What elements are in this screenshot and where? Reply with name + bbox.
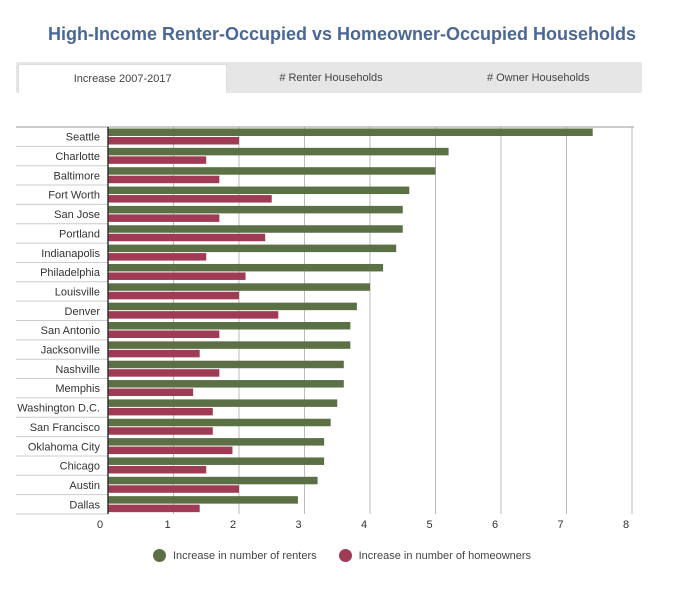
bar-renters (108, 399, 337, 407)
x-tick-label: 7 (557, 519, 564, 531)
bar-homeowners (108, 331, 219, 339)
x-tick-label: 5 (426, 519, 433, 531)
category-label: Oklahoma City (27, 441, 100, 454)
bar-renters (108, 303, 357, 311)
bar-homeowners (108, 408, 213, 416)
bar-homeowners (108, 156, 206, 164)
bar-homeowners (108, 272, 246, 280)
bar-homeowners (108, 137, 239, 145)
tab-renter-households[interactable]: # Renter Households (279, 71, 383, 84)
category-label: Memphis (55, 383, 100, 396)
category-label: Fort Worth (48, 189, 100, 202)
x-tick-label: 4 (360, 519, 368, 531)
bar-homeowners (108, 389, 193, 397)
bar-homeowners (108, 350, 200, 358)
category-label: Louisville (54, 286, 100, 299)
bar-renters (108, 148, 449, 156)
bar-renters (108, 129, 593, 137)
legend-label-renters: Increase in number of renters (172, 549, 317, 562)
bar-homeowners (108, 505, 200, 513)
category-label: Philadelphia (40, 267, 100, 280)
bar-renters (108, 419, 331, 427)
bar-renters (108, 264, 383, 272)
category-label: Nashville (55, 363, 100, 376)
legend-item-renters[interactable] (153, 549, 317, 562)
bar-homeowners (108, 234, 265, 242)
bar-homeowners (108, 485, 239, 493)
bar-renters (108, 206, 403, 214)
category-label: San Francisco (29, 421, 100, 434)
x-tick-label: 3 (295, 519, 302, 531)
bar-homeowners (108, 292, 239, 300)
tab-increase[interactable]: Increase 2007-2017 (18, 64, 227, 93)
bar-renters (108, 245, 396, 253)
bar-renters (108, 322, 350, 330)
legend-label-homeowners: Increase in number of homeowners (358, 549, 532, 562)
tab-owner-households[interactable]: # Owner Households (486, 71, 590, 84)
bar-renters (108, 438, 324, 446)
bar-homeowners (108, 447, 232, 455)
category-label: Jacksonville (40, 344, 100, 357)
bar-renters (108, 380, 344, 388)
legend-item-homeowners[interactable] (339, 549, 531, 562)
bar-homeowners (108, 195, 272, 203)
bar-renters (108, 225, 403, 233)
bar-homeowners (108, 214, 219, 222)
bar-renters (108, 496, 298, 504)
bar-homeowners (108, 311, 278, 319)
bar-homeowners (108, 427, 213, 435)
bar-renters (108, 283, 370, 291)
category-label: Baltimore (53, 170, 100, 183)
bar-renters (108, 477, 318, 485)
x-tick-label: 2 (229, 519, 237, 531)
x-tick-label: 6 (491, 519, 499, 531)
bar-homeowners (108, 176, 219, 184)
bar-renters (108, 187, 409, 195)
legend-swatch-homeowners (339, 549, 352, 562)
x-tick-label: 8 (622, 519, 630, 531)
category-label: Washington D.C. (17, 402, 100, 415)
bar-renters (108, 457, 324, 465)
category-label: Denver (64, 305, 100, 318)
category-label: Chicago (59, 460, 100, 473)
bar-homeowners (108, 466, 206, 474)
legend-swatch-renters (153, 549, 166, 562)
category-label: Indianapolis (41, 247, 100, 260)
bar-homeowners (108, 369, 219, 377)
chart-title: High-Income Renter-Occupied vs Homeowner-Occupied Households (47, 24, 637, 44)
category-label: Dallas (69, 499, 100, 512)
category-label: Seattle (65, 131, 100, 144)
bar-homeowners (108, 253, 206, 261)
bar-renters (108, 341, 350, 349)
bar-renters (108, 167, 436, 175)
x-tick-label: 0 (96, 519, 104, 531)
category-label: Charlotte (55, 151, 100, 164)
legend (0, 549, 684, 562)
category-label: San Jose (54, 209, 100, 222)
bar-renters (108, 361, 344, 369)
category-label: Portland (59, 228, 100, 241)
category-label: San Antonio (40, 325, 100, 338)
x-tick-label: 1 (164, 519, 171, 531)
category-label: Austin (69, 479, 100, 492)
